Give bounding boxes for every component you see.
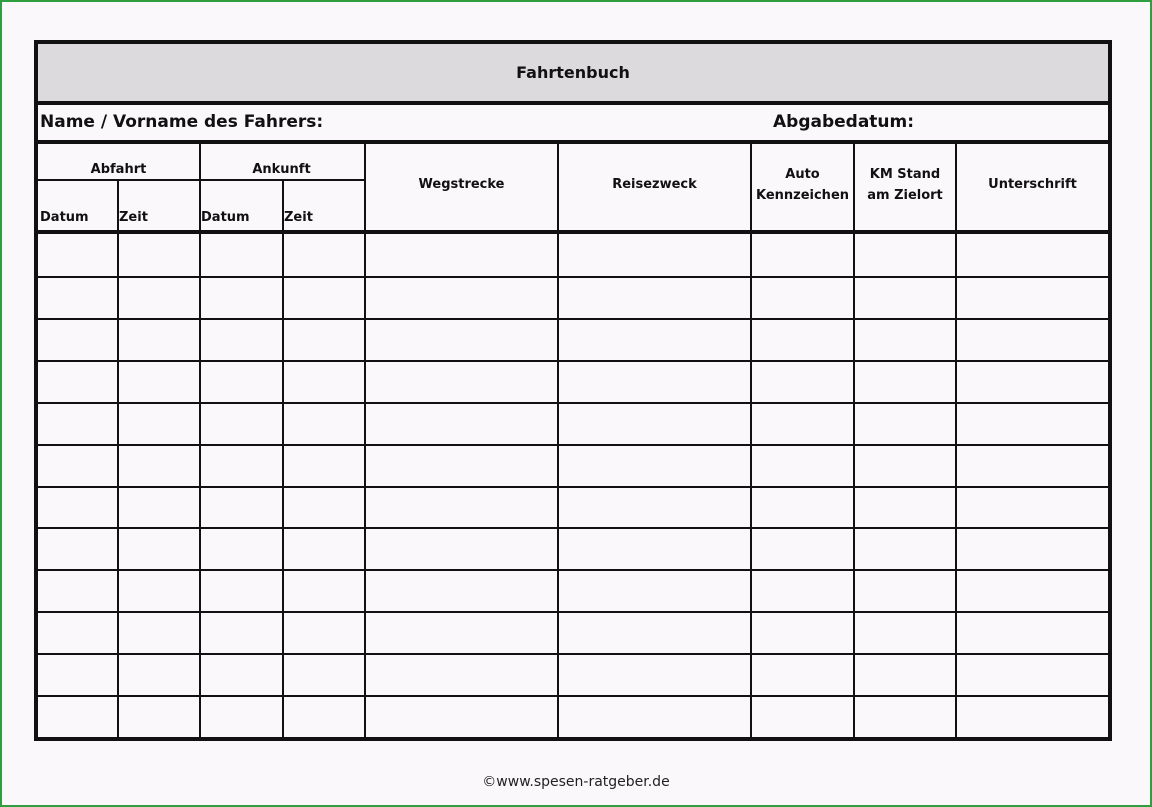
table-cell[interactable] (366, 320, 555, 358)
table-cell[interactable] (119, 362, 197, 400)
table-cell[interactable] (559, 613, 748, 651)
table-cell[interactable] (559, 446, 748, 484)
table-cell[interactable] (40, 697, 115, 735)
table-cell[interactable] (284, 571, 362, 609)
column-header-reisezweck: Reisezweck (612, 177, 697, 192)
table-cell[interactable] (40, 236, 115, 274)
table-cell[interactable] (752, 529, 851, 567)
table-cell[interactable] (366, 655, 555, 693)
table-cell[interactable] (284, 362, 362, 400)
column-header-auto-kennzeichen: Auto Kennzeichen (755, 166, 850, 203)
table-cell[interactable] (957, 446, 1106, 484)
subheader-datum: Datum (40, 210, 89, 225)
table-cell[interactable] (855, 655, 953, 693)
table-cell[interactable] (284, 613, 362, 651)
driver-name-label: Name / Vorname des Fahrers: (40, 112, 324, 132)
table-cell[interactable] (366, 488, 555, 526)
column-header-unterschrift: Unterschrift (988, 177, 1077, 192)
table-cell[interactable] (119, 320, 197, 358)
table-cell[interactable] (752, 278, 851, 316)
logbook-sheet (34, 40, 1112, 741)
table-cell[interactable] (752, 655, 851, 693)
table-cell[interactable] (119, 571, 197, 609)
table-cell[interactable] (366, 697, 555, 735)
table-cell[interactable] (559, 655, 748, 693)
table-cell[interactable] (752, 320, 851, 358)
subheader-datum: Datum (201, 210, 250, 225)
table-cell[interactable] (855, 571, 953, 609)
table-cell[interactable] (40, 571, 115, 609)
table-cell[interactable] (201, 362, 280, 400)
subheader-zeit: Zeit (284, 210, 313, 225)
table-cell[interactable] (40, 655, 115, 693)
table-cell[interactable] (119, 488, 197, 526)
table-cell[interactable] (40, 613, 115, 651)
table-cell[interactable] (119, 404, 197, 442)
table-cell[interactable] (855, 320, 953, 358)
table-cell[interactable] (40, 320, 115, 358)
table-cell[interactable] (284, 488, 362, 526)
table-cell[interactable] (366, 529, 555, 567)
table-cell[interactable] (284, 320, 362, 358)
table-cell[interactable] (366, 362, 555, 400)
driver-row (38, 105, 1108, 144)
table-cell[interactable] (201, 236, 280, 274)
table-cell[interactable] (752, 488, 851, 526)
table-cell[interactable] (366, 571, 555, 609)
table-cell[interactable] (366, 613, 555, 651)
table-cell[interactable] (201, 655, 280, 693)
table-cell[interactable] (957, 362, 1106, 400)
table-cell[interactable] (201, 446, 280, 484)
page-title: Fahrtenbuch (38, 44, 1108, 105)
table-cell[interactable] (284, 236, 362, 274)
table-cell[interactable] (957, 404, 1106, 442)
table-cell[interactable] (119, 236, 197, 274)
table-cell[interactable] (40, 529, 115, 567)
table-cell[interactable] (559, 488, 748, 526)
group-header-abfahrt: Abfahrt (90, 162, 147, 177)
table-cell[interactable] (284, 655, 362, 693)
table-cell[interactable] (201, 278, 280, 316)
table-cell[interactable] (957, 655, 1106, 693)
table-cell[interactable] (201, 571, 280, 609)
table-cell[interactable] (40, 446, 115, 484)
table-cell[interactable] (40, 488, 115, 526)
table-cell[interactable] (752, 362, 851, 400)
table-cell[interactable] (559, 404, 748, 442)
table-cell[interactable] (284, 404, 362, 442)
table-cell[interactable] (201, 613, 280, 651)
table-cell[interactable] (752, 404, 851, 442)
table-cell[interactable] (201, 697, 280, 735)
table-cell[interactable] (559, 529, 748, 567)
table-cell[interactable] (752, 236, 851, 274)
table-cell[interactable] (119, 613, 197, 651)
table-cell[interactable] (752, 613, 851, 651)
table-cell[interactable] (957, 320, 1106, 358)
table-cell[interactable] (284, 529, 362, 567)
table-cell[interactable] (559, 320, 748, 358)
table-cell[interactable] (201, 320, 280, 358)
table-cell[interactable] (957, 236, 1106, 274)
table-cell[interactable] (284, 278, 362, 316)
table-cell[interactable] (119, 446, 197, 484)
table-cell[interactable] (40, 278, 115, 316)
table-cell[interactable] (559, 278, 748, 316)
table-cell[interactable] (559, 362, 748, 400)
table-cell[interactable] (559, 697, 748, 735)
table-cell[interactable] (40, 404, 115, 442)
group-header-ankunft: Ankunft (252, 162, 311, 177)
table-cell[interactable] (855, 404, 953, 442)
table-cell[interactable] (855, 488, 953, 526)
table-cell[interactable] (366, 236, 555, 274)
table-cell[interactable] (119, 655, 197, 693)
table-cell[interactable] (366, 278, 555, 316)
table-cell[interactable] (40, 362, 115, 400)
table-cell[interactable] (201, 404, 280, 442)
table-cell[interactable] (559, 571, 748, 609)
table-cell[interactable] (201, 529, 280, 567)
table-cell[interactable] (855, 362, 953, 400)
table-cell[interactable] (752, 697, 851, 735)
table-cell[interactable] (366, 404, 555, 442)
table-cell[interactable] (957, 278, 1106, 316)
column-header-km-stand-am-zielort: KM Stand am Zielort (867, 166, 943, 203)
table-cell[interactable] (119, 529, 197, 567)
table-cell[interactable] (201, 488, 280, 526)
table-cell[interactable] (855, 446, 953, 484)
table-cell[interactable] (119, 697, 197, 735)
submission-date-label: Abgabedatum: (773, 112, 915, 132)
table-cell[interactable] (957, 697, 1106, 735)
table-cell[interactable] (366, 446, 555, 484)
table-cell[interactable] (752, 446, 851, 484)
table-cell[interactable] (855, 697, 953, 735)
column-header-wegstrecke: Wegstrecke (418, 177, 505, 192)
table-cell[interactable] (957, 529, 1106, 567)
table-cell[interactable] (559, 236, 748, 274)
table-cell[interactable] (752, 571, 851, 609)
subheader-zeit: Zeit (119, 210, 148, 225)
table-cell[interactable] (284, 697, 362, 735)
table-cell[interactable] (957, 613, 1106, 651)
table-cell[interactable] (957, 488, 1106, 526)
table-cell[interactable] (855, 613, 953, 651)
copyright-footer: ©www.spesen-ratgeber.de (482, 774, 670, 790)
table-cell[interactable] (855, 529, 953, 567)
table-cell[interactable] (284, 446, 362, 484)
table-cell[interactable] (957, 571, 1106, 609)
table-cell[interactable] (119, 278, 197, 316)
table-cell[interactable] (855, 278, 953, 316)
table-cell[interactable] (855, 236, 953, 274)
